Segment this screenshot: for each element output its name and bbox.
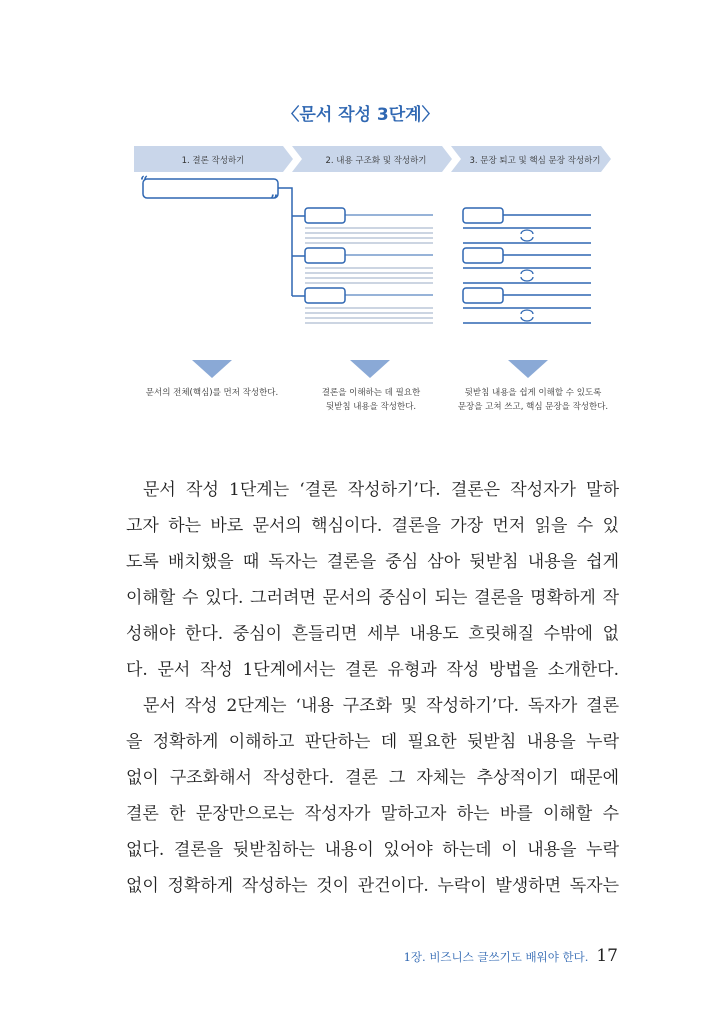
body-line: 도록 배치했을 때 독자는 결론을 중심 삼아 뒷받침 내용을 쉽게: [126, 552, 619, 572]
step-3-caption: 뒷받침 내용을 쉽게 이해할 수 있도록 문장을 고쳐 쓰고, 핵심 문장을 작성한다.: [457, 388, 609, 412]
body-line: 없다. 결론을 뒷받침하는 내용이 있어야 하는데 이 내용을 누락: [126, 840, 619, 860]
step-3-content-blocks: [463, 208, 591, 323]
step-3-down-triangle: [508, 360, 548, 378]
body-line: 문서 작성 1단계는 ‘결론 작성하기’다. 결론은 작성자가 말하: [143, 480, 619, 500]
step-2-caption: 결론을 이해하는 데 필요한 뒷받침 내용을 작성한다.: [321, 388, 421, 412]
step-2-down-triangle: [350, 360, 390, 378]
step-2-content-blocks: [305, 208, 433, 323]
body-line: 결론 한 문장만으로는 작성자가 말하고자 하는 바를 이해할 수: [126, 804, 619, 824]
step-1-down-triangle: [192, 360, 232, 378]
step-2-label: 2. 내용 구조화 및 작성하기: [325, 156, 427, 166]
figure-title: 〈문서 작성 3단계〉: [282, 105, 439, 125]
body-line: 문서 작성 2단계는 ‘내용 구조화 및 작성하기’다. 독자가 결론: [143, 696, 619, 716]
chapter-title: 1장. 비즈니스 글쓰기도 배워야 한다.: [403, 950, 589, 964]
body-paragraphs: [126, 472, 619, 904]
body-line: 고자 하는 바로 문서의 핵심이다. 결론을 가장 먼저 읽을 수 있: [126, 516, 619, 536]
body-line: 이해할 수 있다. 그러려면 문서의 중심이 되는 결론을 명확하게 작: [126, 588, 619, 608]
quote-open-mark: “: [140, 174, 149, 190]
step-1-caption: 문서의 전체(핵심)를 먼저 작성한다.: [145, 388, 279, 398]
body-line: 없이 정확하게 작성하는 것이 관건이다. 누락이 발생하면 독자는: [126, 876, 619, 896]
tree-connector: [278, 188, 305, 296]
page-number: 17: [596, 946, 618, 966]
quote-close-mark: ”: [270, 193, 279, 209]
step-3-label: 3. 문장 퇴고 및 핵심 문장 작성하기: [469, 156, 601, 166]
body-line: 다. 문서 작성 1단계에서는 결론 유형과 작성 방법을 소개한다.: [126, 660, 619, 680]
three-step-diagram: [0, 0, 721, 440]
step-1-label: 1. 결론 작성하기: [181, 156, 245, 166]
page-footer: [404, 946, 618, 966]
body-line: 없이 구조화해서 작성한다. 결론 그 자체는 추상적이기 때문에: [126, 768, 619, 788]
body-line: 을 정확하게 이해하고 판단하는 데 필요한 뒷받침 내용을 누락: [126, 732, 619, 752]
conclusion-box: [143, 179, 278, 198]
body-line: 성해야 한다. 중심이 흔들리면 세부 내용도 흐릿해질 수밖에 없: [126, 624, 619, 644]
